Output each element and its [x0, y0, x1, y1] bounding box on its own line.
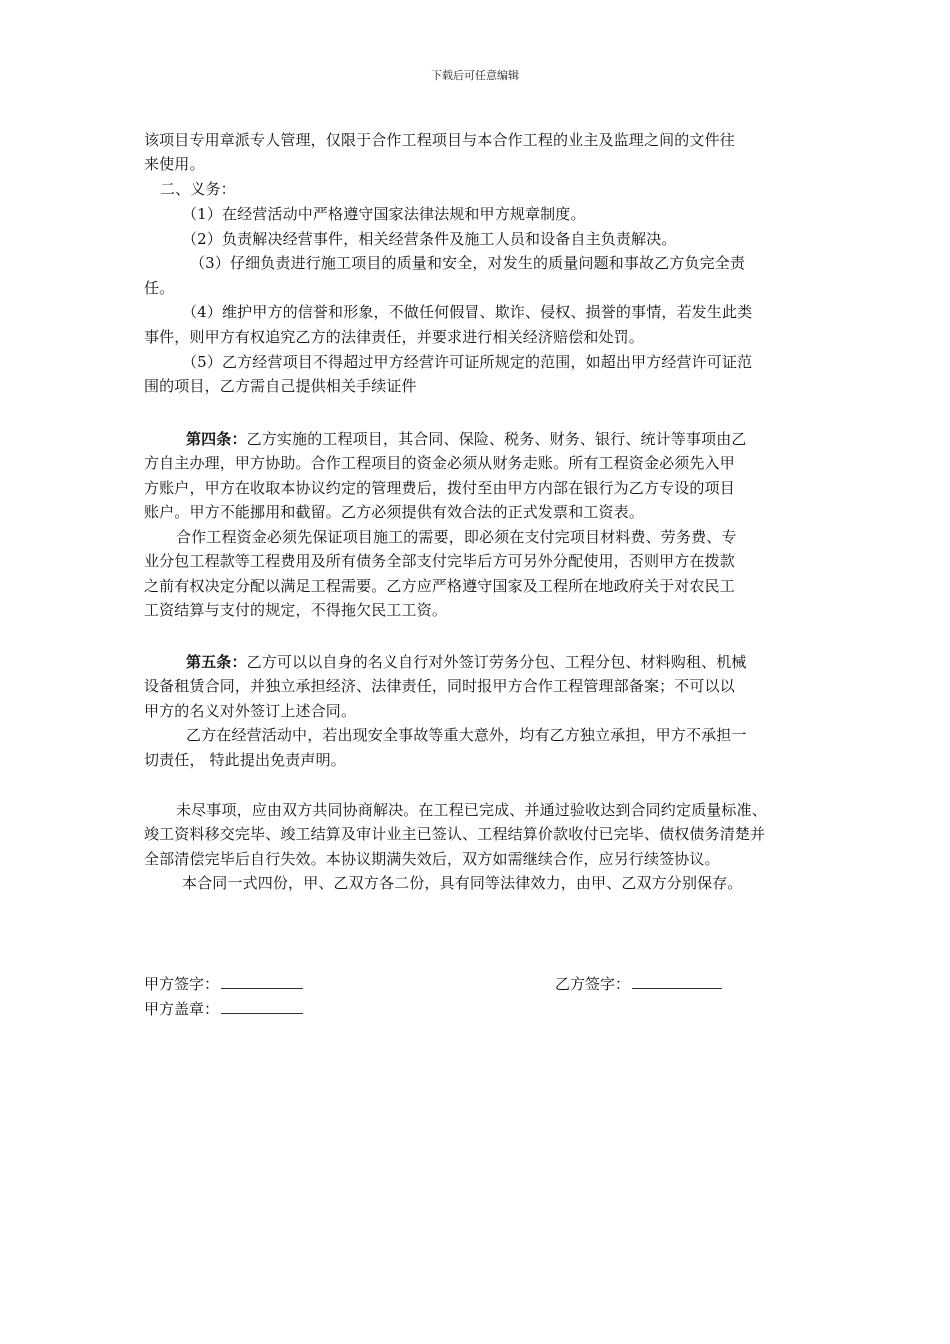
page-header: 下载后可任意编辑: [431, 69, 519, 82]
obligation-item-2: （2）负责解决经营事件，相关经营条件及施工人员和设备自主负责解决。: [182, 230, 677, 248]
party-b-sign-label: 乙方签字：: [555, 975, 631, 993]
obligation-item-4: （4）维护甲方的信誉和形象，不做任何假冒、欺诈、侵权、损誉的事情，若发生此类: [182, 303, 753, 321]
article-5-text: 乙方可以以自身的名义自行对外签订劳务分包、工程分包、材料购租、机械: [246, 653, 747, 671]
paragraph-line: 方自主办理，甲方协助。合作工程项目的资金必须从财务走账。所有工程资金必须先入甲: [144, 454, 735, 472]
paragraph-line: 乙方在经营活动中，若出现安全事故等重大意外，均有乙方独立承担，甲方不承担一: [186, 726, 747, 744]
paragraph-line: 本合同一式四份，甲、乙双方各二份，具有同等法律效力，由甲、乙双方分别保存。: [182, 874, 743, 892]
paragraph-line: 合作工程资金必须先保证项目施工的需要，即必须在支付完项目材料费、劳务费、专: [176, 528, 737, 546]
paragraph-line: 工资结算与支付的规定，不得拖欠民工工资。: [144, 601, 448, 619]
paragraph-line: 来使用。: [144, 155, 205, 173]
paragraph-line: 围的项目，乙方需自己提供相关手续证件: [144, 377, 417, 395]
paragraph-line: 甲方的名义对外签订上述合同。: [144, 702, 357, 720]
paragraph-line: 竣工资料移交完毕、竣工结算及审计业主已签认、工程结算价款收付已完毕、债权债务清楚并: [144, 825, 766, 843]
paragraph-line: 之前有权决定分配以满足工程需要。乙方应严格遵守国家及工程所在地政府关于对农民工: [144, 577, 735, 595]
party-b-signature-line: [555, 972, 722, 996]
obligation-item-3: （3）仔细负责进行施工项目的质量和安全，对发生的质量问题和事故乙方负完全责: [190, 254, 746, 272]
paragraph-line: 切责任， 特此提出免责声明。: [144, 751, 346, 769]
obligation-item-5: （5）乙方经营项目不得超过甲方经营许可证所规定的范围，如超出甲方经营许可证范: [182, 353, 753, 371]
party-a-seal-line: [144, 997, 303, 1021]
party-a-signature-line: [144, 972, 303, 996]
paragraph-line: 账户。甲方不能挪用和截留。乙方必须提供有效合法的正式发票和工资表。: [144, 503, 644, 521]
paragraph-line: 全部清偿完毕后自行失效。本协议期满失效后，双方如需继续合作，应另行续签协议。: [144, 850, 720, 868]
paragraph-line: 方账户，甲方在收取本协议约定的管理费后，拨付至由甲方内部在银行为乙方专设的项目: [144, 479, 735, 497]
article-4-text: 乙方实施的工程项目，其合同、保险、税务、财务、银行、统计等事项由乙: [246, 430, 747, 448]
paragraph-line: 事件，则甲方有权追究乙方的法律责任，并要求进行相关经济赔偿和处罚。: [144, 328, 644, 346]
paragraph-line: 未尽事项，应由双方共同协商解决。在工程已完成、并通过验收达到合同约定质量标准、: [176, 801, 767, 819]
paragraph-line: 业分包工程款等工程费用及所有债务全部支付完毕后方可另外分配使用，否则甲方在拨款: [144, 552, 735, 570]
party-a-seal-blank[interactable]: [221, 997, 303, 1014]
section-heading-obligations: 二、义务：: [160, 180, 236, 198]
article-4-label: 第四条：: [186, 430, 247, 448]
obligation-item-1: （1）在经营活动中严格遵守国家法律法规和甲方规章制度。: [182, 205, 586, 223]
article-4-first-line: [186, 427, 856, 451]
article-5-label: 第五条：: [186, 653, 247, 671]
party-b-sign-blank[interactable]: [632, 972, 722, 989]
party-a-sign-blank[interactable]: [221, 972, 303, 989]
paragraph-line: 任。: [144, 279, 175, 297]
paragraph-line: 该项目专用章派专人管理，仅限于合作工程项目与本合作工程的业主及监理之间的文件往: [144, 131, 735, 149]
party-a-sign-label: 甲方签字：: [144, 975, 220, 993]
article-5-first-line: [186, 650, 856, 674]
paragraph-line: 设备租赁合同，并独立承担经济、法律责任，同时报甲方合作工程管理部备案；不可以以: [144, 677, 735, 695]
party-a-seal-label: 甲方盖章：: [144, 1000, 220, 1018]
